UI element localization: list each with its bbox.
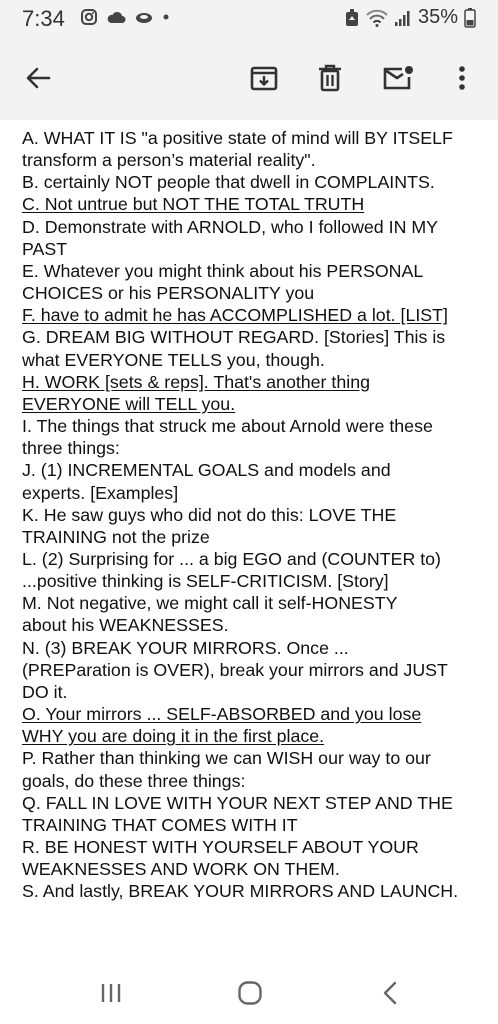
note-line: F. have to admit he has ACCOMPLISHED a lot. [LIST] bbox=[22, 305, 448, 326]
note-line: R. BE HONEST WITH YOURSELF ABOUT YOUR bbox=[22, 837, 419, 857]
note-line: C. Not untrue but NOT THE TOTAL TRUTH bbox=[22, 194, 365, 215]
archive-icon bbox=[250, 65, 278, 91]
wifi-icon bbox=[366, 9, 388, 27]
archive-button[interactable] bbox=[246, 60, 282, 96]
recent-apps-button[interactable] bbox=[91, 976, 131, 1010]
note-line: TRAINING THAT COMES WITH IT bbox=[22, 814, 298, 835]
note-line: G. DREAM BIG WITHOUT REGARD. [Stories] This is bbox=[22, 327, 446, 348]
note-line: DO it. bbox=[22, 681, 68, 702]
note-line: (PREParation is OVER), break your mirrors and JUST bbox=[22, 659, 448, 680]
cloud-icon bbox=[134, 10, 154, 24]
note-line: N. (3) BREAK YOUR MIRRORS. Once ... bbox=[22, 637, 349, 658]
note-line: J. (1) INCREMENTAL GOALS and models and bbox=[22, 460, 391, 481]
note-line: B. certainly NOT people that dwell in COMPLAINTS. bbox=[22, 172, 435, 193]
note-line: experts. [Examples] bbox=[22, 482, 179, 503]
signal-icon bbox=[394, 9, 412, 27]
note-line: goals, do these three things: bbox=[22, 770, 246, 791]
dot-icon bbox=[162, 13, 170, 21]
note-line: S. And lastly, BREAK YOUR MIRRORS AND LAUNCH. bbox=[22, 881, 459, 902]
note-line: D. Demonstrate with ARNOLD, who I followed IN MY bbox=[22, 216, 439, 237]
mark-unread-icon bbox=[382, 65, 414, 91]
note-line: CHOICES or his PERSONALITY you bbox=[22, 283, 315, 304]
note-line: PAST bbox=[22, 238, 68, 259]
note-line: three things: bbox=[22, 438, 120, 459]
status-bar bbox=[0, 0, 498, 36]
note-line: I. The things that struck me about Arnold were these bbox=[22, 416, 433, 437]
note-line: WEAKNESSES AND WORK ON THEM. bbox=[22, 859, 340, 880]
note-body bbox=[22, 127, 484, 957]
delete-icon bbox=[318, 64, 342, 92]
note-line: O. Your mirrors ... SELF-ABSORBED and you lose bbox=[22, 704, 422, 725]
recent-apps-icon bbox=[100, 982, 122, 1004]
note-line: about his WEAKNESSES. bbox=[22, 615, 229, 636]
more-icon bbox=[458, 65, 466, 91]
home-button[interactable] bbox=[230, 976, 270, 1010]
battery-icon bbox=[464, 8, 476, 28]
nav-back-button[interactable] bbox=[370, 976, 410, 1010]
note-line: K. He saw guys who did not do this: LOVE THE bbox=[22, 504, 397, 525]
back-arrow-icon bbox=[25, 66, 51, 90]
note-line: EVERYONE will TELL you. bbox=[22, 393, 236, 414]
note-line: L. (2) Surprising for ... a big EGO and (COUNTER to) bbox=[22, 548, 441, 569]
mark-unread-button[interactable] bbox=[380, 60, 416, 96]
note-line: H. WORK [sets & reps]. That's another thing bbox=[22, 371, 370, 392]
battery-percent: 35% bbox=[417, 6, 458, 28]
back-button[interactable] bbox=[20, 60, 56, 96]
content-fade bbox=[0, 942, 498, 960]
note-line: transform a person’s material reality". bbox=[22, 150, 316, 171]
back-icon bbox=[382, 981, 398, 1005]
cloud-icon bbox=[106, 10, 126, 24]
note-line: WHY you are doing it in the first place. bbox=[22, 726, 325, 747]
note-line bbox=[22, 902, 484, 924]
note-line: Q. FALL IN LOVE WITH YOUR NEXT STEP AND THE bbox=[22, 792, 453, 813]
system-icons bbox=[344, 6, 476, 29]
note-line: P. Rather than thinking we can WISH our way to our bbox=[22, 748, 431, 769]
home-icon bbox=[237, 980, 263, 1006]
note-line: ...positive thinking is SELF-CRITICISM. [Story] bbox=[22, 571, 389, 592]
note-line: A. WHAT IT IS "a positive state of mind will BY ITSELF bbox=[22, 128, 453, 148]
notification-icons bbox=[80, 8, 170, 26]
navigation-bar bbox=[0, 960, 498, 1024]
app-bar bbox=[0, 36, 498, 120]
instagram-icon bbox=[80, 8, 98, 26]
note-line: TRAINING not the prize bbox=[22, 526, 210, 547]
note-line: M. Not negative, we might call it self-HONESTY bbox=[22, 593, 398, 614]
status-time: 7:34 bbox=[22, 6, 65, 31]
more-options-button[interactable] bbox=[444, 60, 480, 96]
recycle-icon bbox=[344, 9, 360, 27]
note-line: what EVERYONE TELLS you, though. bbox=[22, 349, 325, 370]
note-line: E. Whatever you might think about his PERSONAL bbox=[22, 260, 424, 281]
delete-button[interactable] bbox=[312, 60, 348, 96]
